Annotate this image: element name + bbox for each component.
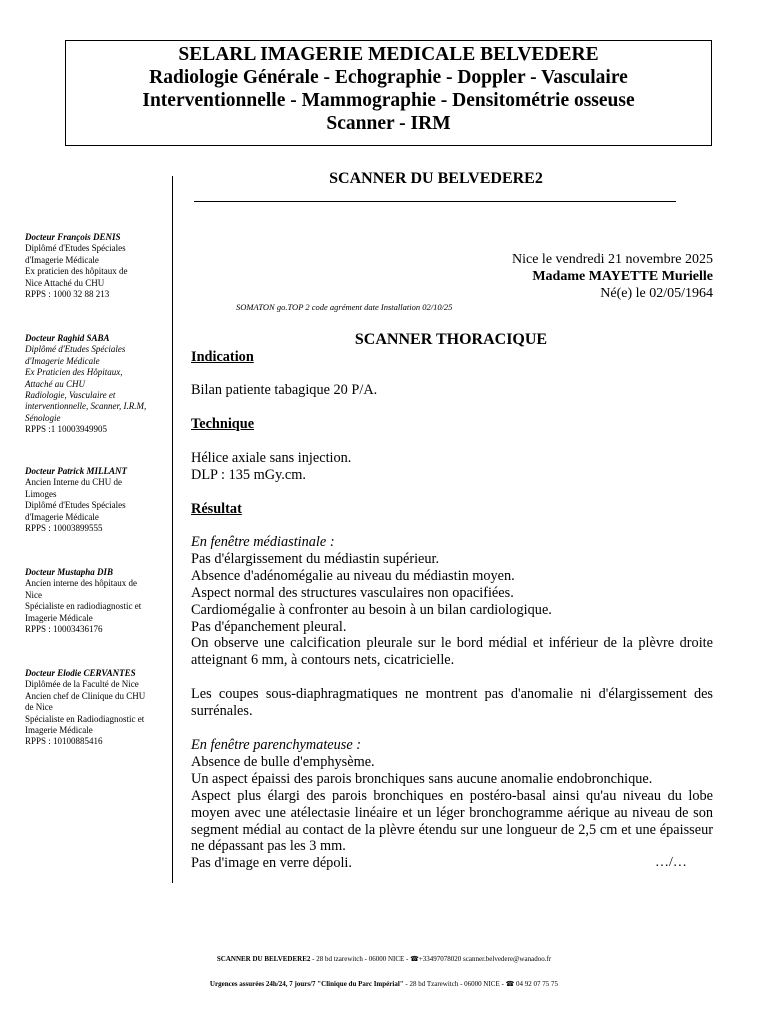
doctor-line: Limoges [25,488,57,499]
result-line: Absence de bulle d'emphysème. [191,753,375,770]
mediastinal-heading: En fenêtre médiastinale : [191,534,335,550]
doctor-line: Diplômé d'Etudes Spéciales [25,243,126,254]
doctor-block-millant [25,466,168,534]
doctor-rpps: RPPS : 10003436176 [25,624,103,635]
doctor-line: Spécialiste en Radiodiagnostic et [25,713,145,724]
machine-info: SOMATON go.TOP 2 code agrément date Installation 02/10/25 [236,302,453,312]
report-date: Nice le vendredi 21 novembre 2025 [512,252,713,267]
parenchymal-section [191,737,713,872]
calcification-paragraph: On observe une calcification pleurale sur le bord médial et inférieur de la plèvre droite atteignant 6 mm, à contours nets, cicatricielle. [191,635,713,669]
footer-address: - 28 bd tzarewitch - 06000 NICE - ☎+33497078020 scanner.belvedere@wanadoo.fr [310,955,552,963]
technique-line: DLP : 135 mGy.cm. [191,466,306,483]
title-underline-rule [194,201,676,202]
doctor-line: Imagerie Médicale [25,612,93,623]
result-line: Aspect normal des structures vasculaires non opacifiées. [191,584,514,601]
technique-line: Hélice axiale sans injection. [191,450,352,466]
doctor-block-denis [25,232,168,300]
report-meta [512,251,713,302]
doctor-name: Docteur Patrick MILLANT [25,466,127,476]
clinic-name: SELARL IMAGERIE MEDICALE BELVEDERE [178,44,599,65]
doctor-line: Ancien interne des hôpitaux de [25,578,137,589]
doctor-rpps: RPPS : 10100885416 [25,736,103,747]
doctor-line: Ancien chef de Clinique du CHU [25,690,146,701]
doctor-line: Nice [25,589,42,600]
doctor-line: Attaché au CHU [25,378,85,389]
clinic-header-box [65,40,712,146]
doctor-line: Diplômé d'Etudes Spéciales [25,500,126,511]
clinic-specialties-line-2: Interventionnelle - Mammographie - Densitométrie osseuse [142,90,635,111]
doctor-line: Ancien Interne du CHU de [25,477,122,488]
continued-marker: …/… [655,855,687,870]
doctor-rpps: RPPS :1 10003949905 [25,424,108,435]
patient-birthdate: Né(e) le 02/05/1964 [600,286,713,301]
doctor-rpps: RPPS : 1000 32 88 213 [25,289,110,300]
doctor-name: Docteur Mustapha DIB [25,567,114,577]
doctor-block-dib [25,567,168,635]
doctor-line: d'Imagerie Médicale [25,355,100,366]
patient-name: Madame MAYETTE Murielle [532,269,713,284]
result-line: Cardiomégalie à confronter au besoin à un bilan cardiologique. [191,601,552,618]
doctor-name: Docteur François DENIS [25,232,121,242]
clinic-specialties-line-3: Scanner - IRM [326,113,451,134]
doctor-block-saba [25,333,168,436]
footer-emergency-line [0,980,768,988]
result-line: Pas d'épanchement pleural. [191,618,347,635]
technique-heading: Technique [191,416,255,432]
footer-center-name: SCANNER DU BELVEDERE2 [216,955,311,963]
center-title: SCANNER DU BELVEDERE2 [329,170,543,187]
parenchymal-heading: En fenêtre parenchymateuse : [191,737,362,753]
doctor-line: Ex praticien des hôpitaux de [25,266,128,277]
footer-address-line [0,955,768,963]
result-line: Pas d'image en verre dépoli. [191,855,352,872]
doctor-line: Imagerie Médicale [25,725,93,736]
doctor-block-cervantes [25,668,168,748]
footer-emergency: Urgences assurées 24h/24, 7 jours/7 "Clinique du Parc Impérial" [209,980,404,988]
doctor-rpps: RPPS : 10003899555 [25,523,103,534]
exam-title: SCANNER THORACIQUE [354,331,548,348]
doctor-line: Sénologie [25,412,61,423]
doctor-line: d'Imagerie Médicale [25,254,99,265]
technique-text [191,450,713,484]
doctor-line: Ex Praticien des Hôpitaux, [25,367,123,378]
sidebar-divider [172,176,173,883]
doctor-line: Spécialiste en radiodiagnostic et [25,601,142,612]
doctor-name: Docteur Raghid SABA [25,333,110,343]
result-heading: Résultat [191,501,242,517]
doctor-line: Diplômée de la Faculté de Nice [25,679,139,690]
mediastinal-section [191,534,713,669]
indication-text: Bilan patiente tabagique 20 P/A. [191,382,378,398]
doctor-line: Diplômé d'Etudes Spéciales [25,344,126,355]
clinic-specialties-line-1: Radiologie Générale - Echographie - Doppler - Vasculaire [149,67,628,88]
doctor-line: Radiologie, Vasculaire et [25,390,116,401]
footer-emergency-address: - 28 bd Tzarewitch - 06000 NICE - ☎ 04 92 07 75 75 [403,980,559,988]
result-line: Absence d'adénomégalie au niveau du médiastin moyen. [191,567,515,584]
doctor-name: Docteur Elodie CERVANTES [25,668,136,678]
result-line: Pas d'élargissement du médiastin supérieur. [191,550,440,567]
doctor-line: interventionnelle, Scanner, I.R.M, [25,401,147,412]
indication-heading: Indication [191,349,254,365]
result-line: Un aspect épaissi des parois bronchiques sans aucune anomalie endobronchique. [191,770,653,787]
bronchial-paragraph: Aspect plus élargi des parois bronchiques en postéro-basal ainsi qu'au niveau du lobe moyen avec une atélectasie linéaire et un léger bronchogramme aérique au niveau de son segment médial au contact de la plèvre étendu sur une longueur de 2,5 cm et une épaisseur ne dépassant pas les 3 mm. [191,787,713,855]
subdiaphragm-paragraph: Les coupes sous-diaphragmatiques ne montrent pas d'anomalie ni d'élargissement des surrénales. [191,686,713,719]
doctor-line: Nice Attaché du CHU [25,277,105,288]
doctor-line: de Nice [25,702,53,713]
doctor-line: d'Imagerie Médicale [25,511,99,522]
